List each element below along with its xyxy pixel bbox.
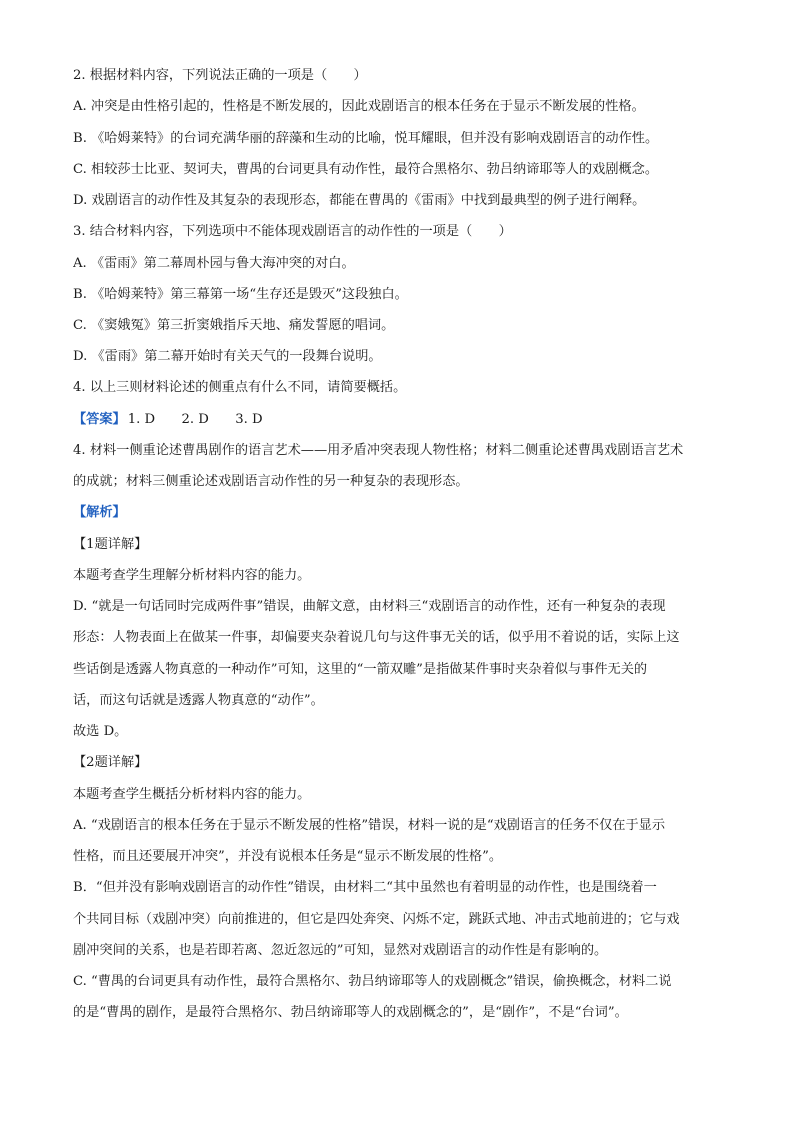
section-1-line: 形态：人物表面上在做某一件事，却偏要夹杂着说几句与这件事无关的话，似乎用不着说的话，实际上这 [73,630,680,645]
section-1-line: 本题考查学生理解分析材料内容的能力。 [73,568,311,583]
answer-tag: 【答案】 [73,412,126,427]
section-1-line: 故选 D。 [73,724,128,739]
answer-q4-line-2: 的成就；材料三侧重论述戏剧语言动作性的另一种复杂的表现形态。 [73,474,469,489]
answer-line [73,410,723,430]
section-2-line: C. “曹禺的台词更具有动作性，最符合黑格尔、勃吕纳谛耶等人的戏剧概念”错误，偷换概念，材料二说 [73,974,672,989]
section-2-line: 本题考查学生概括分析材料内容的能力。 [73,787,311,802]
question-3-option-c: C. 《窦娥冤》第三折窦娥指斥天地、痛发誓愿的唱词。 [73,318,395,333]
section-2-line: A. “戏剧语言的根本任务在于显示不断发展的性格”错误，材料一说的是“戏剧语言的任务不仅在于显示 [73,818,666,833]
question-2-option-b: B. 《哈姆莱特》的台词充满华丽的辞藻和生动的比喻，悦耳耀眼，但并没有影响戏剧语言的动作性。 [73,131,659,146]
section-2-line: B．“但并没有影响戏剧语言的动作性”错误，由材料二“其中虽然也有着明显的动作性，也是围绕着一 [73,880,657,895]
question-2-option-a: A. 冲突是由性格引起的，性格是不断发展的，因此戏剧语言的根本任务在于显示不断发展的性格。 [73,99,645,114]
question-3-option-d: D. 《雷雨》第二幕开始时有关天气的一段舞台说明。 [73,349,382,364]
answer-value: 1. D 2. D 3. D [127,412,263,427]
section-2-title: 【2题详解】 [73,755,148,770]
question-3-option-a: A. 《雷雨》第二幕周朴园与鲁大海冲突的对白。 [73,256,355,271]
section-2-line: 的是“曹禺的剧作，是最符合黑格尔、勃吕纳谛耶等人的戏剧概念的”，是“剧作”，不是“台词”。 [73,1005,628,1020]
section-1-line: D. “就是一句话同时完成两件事”错误，曲解文意，由材料三“戏剧语言的动作性，还有一种复杂的表现 [73,599,666,614]
answer-q4-line-1: 4. 材料一侧重论述曹禺剧作的语言艺术——用矛盾冲突表现人物性格；材料二侧重论述曹禺戏剧语言艺术 [73,443,684,458]
section-2-line: 个共同目标（戏剧冲突）向前推进的，但它是四处奔突、闪烁不定，跳跃式地、冲击式地前进的；它与戏 [73,912,680,927]
section-1-title: 【1题详解】 [73,537,148,552]
question-4-stem: 4. 以上三则材料论述的侧重点有什么不同，请简要概括。 [73,380,407,395]
section-1-line: 话，而这句话就是透露人物真意的“动作”。 [73,693,324,708]
question-2-option-c: C. 相较莎士比亚、契诃夫，曹禺的台词更具有动作性，最符合黑格尔、勃吕纳谛耶等人的戏剧概念。 [73,162,659,177]
analysis-tag: 【解析】 [73,505,126,520]
question-2-option-d: D. 戏剧语言的动作性及其复杂的表现形态，都能在曹禺的《雷雨》中找到最典型的例子进行阐释。 [73,193,646,208]
section-1-line: 些话倒是透露人物真意的一种动作”可知，这里的“一箭双雕”是指做某件事时夹杂着似与事件无关的 [73,662,648,677]
question-3-option-b: B. 《哈姆莱特》第三幕第一场“生存还是毁灭”这段独白。 [73,287,408,302]
section-2-line: 性格，而且还要展开冲突”，并没有说根本任务是“显示不断发展的性格”。 [73,849,503,864]
section-2-line: 剧冲突间的关系，也是若即若离、忽近忽远的”可知，显然对戏剧语言的动作性是有影响的。 [73,943,608,958]
question-2-stem: 2. 根据材料内容，下列说法正确的一项是（ ） [73,68,367,83]
question-3-stem: 3. 结合材料内容，下列选项中不能体现戏剧语言的动作性的一项是（ ） [73,224,512,239]
